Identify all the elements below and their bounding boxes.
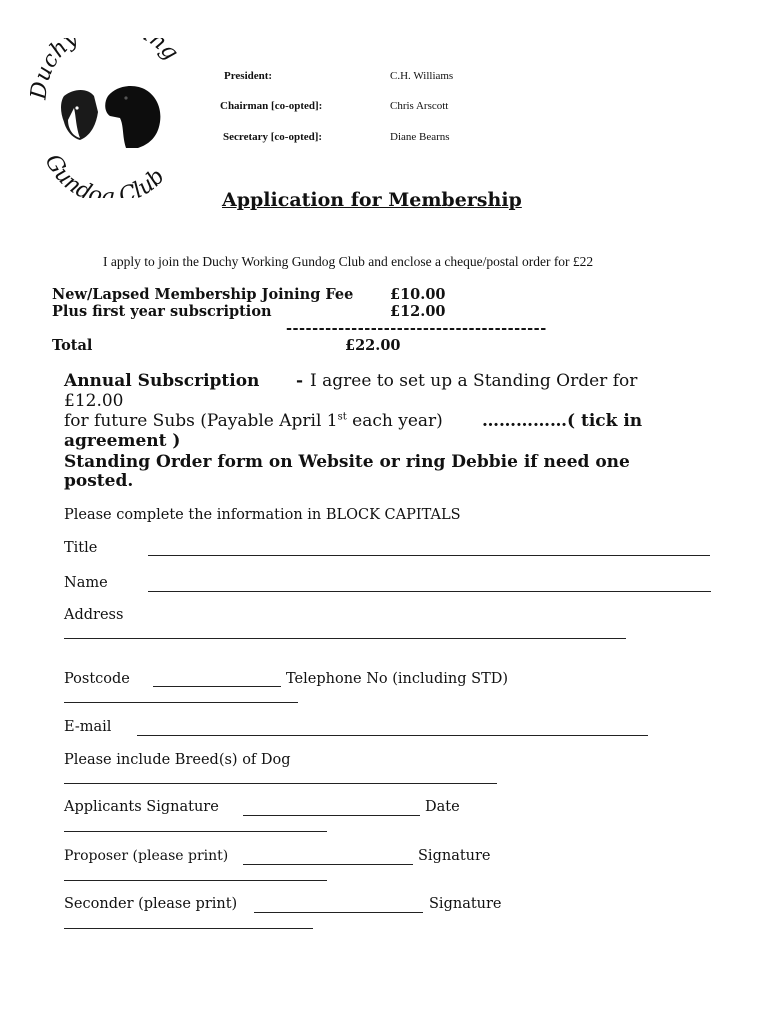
applicant-signature-label: Applicants Signature xyxy=(64,799,219,815)
title-field[interactable] xyxy=(148,555,710,556)
annual-text-2 xyxy=(64,411,443,431)
annual-heading: Annual Subscription xyxy=(64,371,260,391)
proposer-name-field[interactable] xyxy=(243,864,413,865)
tick-agreement[interactable]: ……………( tick in xyxy=(482,411,643,431)
seconder-signature-label: Signature xyxy=(429,896,502,912)
page-title: Application for Membership xyxy=(222,189,522,211)
breed-label: Please include Breed(s) of Dog xyxy=(64,752,291,768)
joining-fee-value: £10.00 xyxy=(390,286,446,303)
annual-dash: - xyxy=(296,371,304,391)
email-field[interactable] xyxy=(137,735,648,736)
date-label: Date xyxy=(425,799,460,815)
total-value: £22.00 xyxy=(345,337,401,354)
officer-name-president: C.H. Williams xyxy=(390,70,454,82)
applicant-signature-field[interactable] xyxy=(243,815,420,816)
telephone-field[interactable] xyxy=(64,702,298,703)
breed-field[interactable] xyxy=(64,783,497,784)
name-label: Name xyxy=(64,575,108,591)
officer-role-president: President: xyxy=(224,70,273,82)
standing-order-line-2: posted. xyxy=(64,471,134,491)
dog-heads-icon xyxy=(30,38,190,198)
telephone-label: Telephone No (including STD) xyxy=(286,671,509,687)
address-label: Address xyxy=(64,607,124,623)
svg-text:Duchy Working xyxy=(30,38,183,102)
proposer-label: Proposer (please print) xyxy=(64,848,229,864)
total-label: Total xyxy=(52,337,93,354)
date-field[interactable] xyxy=(64,831,327,832)
proposer-signature-label: Signature xyxy=(418,848,491,864)
annual-sup: st xyxy=(337,411,347,423)
logo-text-top: uchy ng xyxy=(30,38,184,85)
svg-text:Gundog Club xyxy=(40,150,170,198)
postcode-label: Postcode xyxy=(64,671,130,687)
joining-fee-label: New/Lapsed Membership Joining Fee xyxy=(52,286,354,303)
proposer-signature-field[interactable] xyxy=(64,880,327,881)
officer-name-chairman: Chris Arscott xyxy=(390,100,449,112)
annual-text-2a: for future Subs (Payable April 1 xyxy=(64,411,338,431)
postcode-field[interactable] xyxy=(153,686,281,687)
officer-name-secretary: Diane Bearns xyxy=(390,131,450,143)
name-field[interactable] xyxy=(148,591,711,592)
annual-amount: £12.00 xyxy=(64,391,124,411)
address-field[interactable] xyxy=(64,638,626,639)
title-label: Title xyxy=(64,540,98,556)
annual-text-2b: each year) xyxy=(346,411,443,431)
logo-text-bottom: Gundog Club xyxy=(39,150,170,198)
subscription-value: £12.00 xyxy=(390,303,446,320)
intro-text: I apply to join the Duchy Working Gundog Club and enclose a cheque/postal order for £22 xyxy=(103,254,594,269)
fee-divider: ---------------------------------------- xyxy=(286,320,547,337)
subscription-label: Plus first year subscription xyxy=(52,303,272,320)
email-label: E-mail xyxy=(64,719,112,735)
officer-role-chairman: Chairman [co-opted]: xyxy=(220,100,323,112)
seconder-name-field[interactable] xyxy=(254,912,423,913)
officer-role-secretary: Secretary [co-opted]: xyxy=(223,131,323,143)
seconder-label: Seconder (please print) xyxy=(64,896,238,912)
agreement-text: agreement ) xyxy=(64,431,181,451)
annual-text-1: I agree to set up a Standing Order for xyxy=(310,371,638,391)
club-logo xyxy=(30,38,190,198)
instructions: Please complete the information in BLOCK CAPITALS xyxy=(64,507,461,523)
standing-order-line-1: Standing Order form on Website or ring Debbie if need one xyxy=(64,452,630,472)
seconder-signature-field[interactable] xyxy=(64,928,313,929)
